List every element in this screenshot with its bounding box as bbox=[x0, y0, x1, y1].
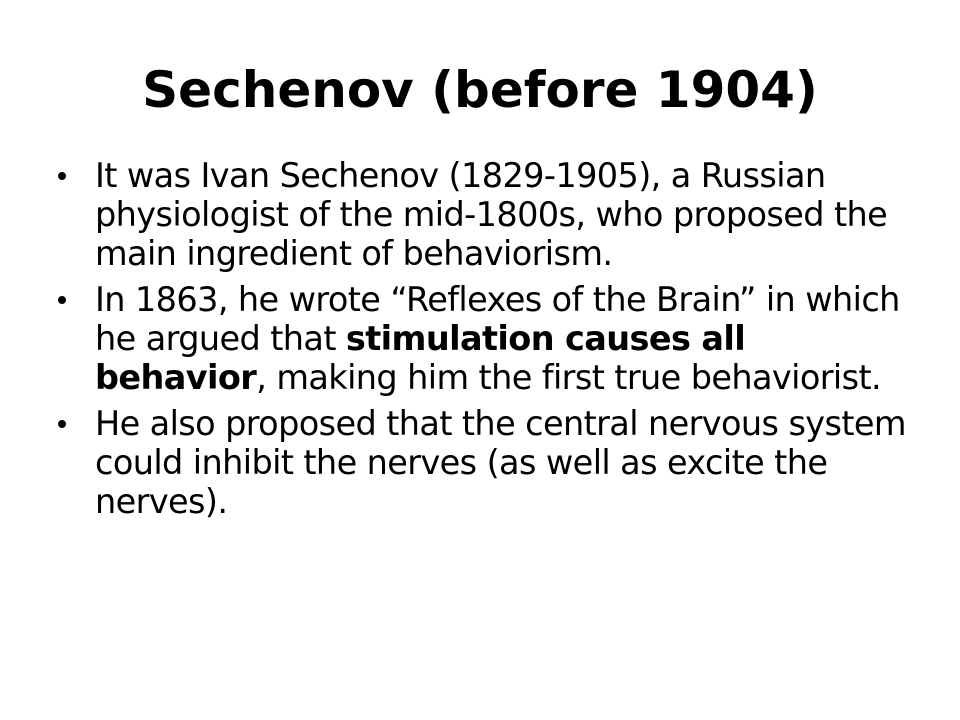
bullet-text-2-before: In 1863, he wrote “Reflexes of the Brain” in which he argued that bbox=[95, 280, 900, 358]
bullet-dot-icon bbox=[58, 172, 66, 180]
bullet-dot-icon bbox=[58, 420, 66, 428]
slide-title: Sechenov (before 1904) bbox=[142, 61, 818, 119]
bullet-list bbox=[56, 156, 916, 528]
bullet-item-3 bbox=[56, 404, 916, 521]
bullet-dot-icon bbox=[58, 296, 66, 304]
bullet-text-2-bold: stimulation causes all behavior bbox=[95, 319, 746, 397]
bullet-item-1 bbox=[56, 156, 916, 273]
bullet-item-2 bbox=[56, 280, 916, 397]
bullet-text-1: It was Ivan Sechenov (1829-1905), a Russian physiologist of the mid-1800s, who proposed the main ingredient of behaviorism. bbox=[95, 156, 888, 273]
bullet-text-2-after: , making him the first true behaviorist. bbox=[256, 358, 882, 397]
bullet-text-3: He also proposed that the central nervous system could inhibit the nerves (as well as excite the nerves). bbox=[95, 404, 906, 521]
